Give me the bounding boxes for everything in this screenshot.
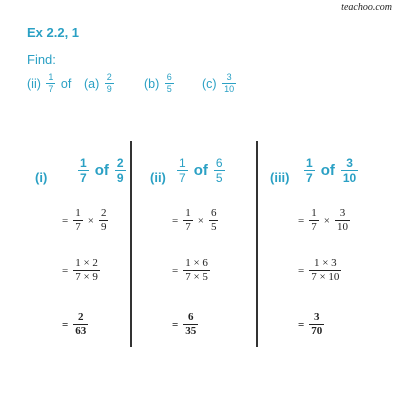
column-heading: $\frac{1}{7}$ of $\frac{3}{10}$ [306, 156, 357, 185]
find-label: Find: [27, 52, 56, 67]
brand-logo: teachoo.com [341, 2, 392, 13]
column-heading: $\frac{1}{7}$ of $\frac{2}{9}$ [80, 156, 124, 185]
question-main [27, 73, 71, 94]
step-product: = $\frac{1}{7}$ × $\frac{3}{10}$ [298, 207, 348, 233]
exercise-title: Ex 2.2, 1 [27, 25, 80, 40]
option-b: (b) $\frac{6}{5}$ [144, 72, 172, 94]
column-divider [130, 141, 132, 347]
step-expanded: = $\frac{1 \times 2}{7 \times 9}$ [62, 257, 98, 283]
question-part-label: (ii) [27, 76, 41, 91]
column-label: (i) [35, 170, 48, 185]
step-result: = $\frac{6}{35}$ [172, 311, 197, 337]
column-label: (iii) [270, 170, 290, 185]
step-expanded: = $\frac{1 \times 6}{7 \times 5}$ [172, 257, 208, 283]
option-c: (c) $\frac{3}{10}$ [202, 72, 235, 94]
step-result: = $\frac{2}{63}$ [62, 311, 87, 337]
step-result: = $\frac{3}{70}$ [298, 311, 323, 337]
question-main-fraction: $\frac{1}{7}$ [48, 72, 54, 94]
column-divider [256, 141, 258, 347]
column-label: (ii) [150, 170, 166, 185]
step-product: = $\frac{1}{7}$ × $\frac{6}{5}$ [172, 207, 217, 233]
option-a: (a) $\frac{2}{9}$ [84, 72, 112, 94]
step-expanded: = $\frac{1 \times 3}{7 \times 10}$ [298, 257, 340, 283]
column-heading: $\frac{1}{7}$ of $\frac{6}{5}$ [179, 156, 223, 185]
question-of-text: of [60, 76, 72, 91]
step-product: = $\frac{1}{7}$ × $\frac{2}{9}$ [62, 207, 107, 233]
